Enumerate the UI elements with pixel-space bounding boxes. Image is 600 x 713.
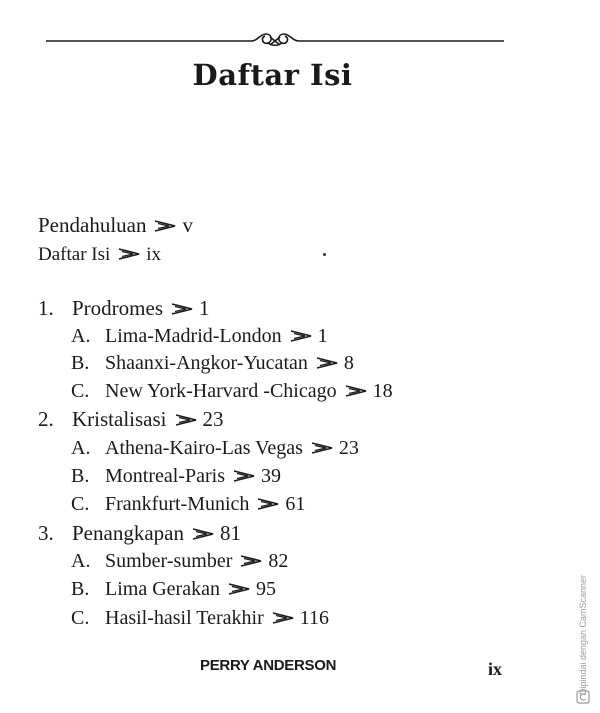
ornament-divider xyxy=(46,28,504,50)
toc-page: 23 xyxy=(202,407,224,431)
arrow-icon xyxy=(233,470,255,482)
toc-section-1c xyxy=(71,381,393,401)
toc-label: Pendahuluan xyxy=(38,213,147,237)
footer-page-number: ix xyxy=(488,659,503,679)
toc-page: ix xyxy=(146,244,162,265)
arrow-icon xyxy=(316,357,338,369)
arrow-icon xyxy=(290,330,312,342)
toc-section-3c xyxy=(71,608,329,628)
section-letter: C. xyxy=(71,493,90,515)
toc-section-2b xyxy=(71,466,281,486)
section-letter: C. xyxy=(71,607,90,629)
toc-page: 81 xyxy=(219,521,241,545)
arrow-icon xyxy=(311,442,333,454)
chapter-number: 3. xyxy=(38,521,54,545)
toc-label: Kristalisasi xyxy=(72,407,167,431)
toc-page: 61 xyxy=(285,493,306,515)
toc-label: Shaanxi-Angkor-Yucatan xyxy=(105,352,308,374)
arrow-icon xyxy=(240,555,262,567)
scanner-watermark xyxy=(574,560,592,710)
toc-page: 39 xyxy=(260,465,281,487)
chapter-number: 1. xyxy=(38,296,54,320)
toc-page: 82 xyxy=(268,550,289,572)
watermark-text: Dipindai dengan CamScanner xyxy=(578,574,588,696)
toc-page: 1 xyxy=(199,296,210,320)
toc-label: Frankfurt-Munich xyxy=(105,493,250,515)
arrow-icon xyxy=(228,583,250,595)
toc-page: 23 xyxy=(338,437,359,459)
toc-page: 18 xyxy=(372,380,393,402)
toc-label: Daftar Isi xyxy=(38,244,111,265)
section-letter: A. xyxy=(71,550,91,572)
speck xyxy=(323,253,326,256)
page-title: Daftar Isi xyxy=(192,58,353,92)
arrow-icon xyxy=(154,220,176,232)
section-letter: A. xyxy=(71,325,91,347)
toc-section-2a xyxy=(71,438,359,458)
toc-chapter-3 xyxy=(38,523,241,544)
arrow-icon xyxy=(175,414,197,426)
flourish-icon xyxy=(251,34,299,45)
toc-page: v xyxy=(182,213,193,237)
toc-label: New York-Harvard -Chicago xyxy=(105,380,337,402)
toc-chapter-1 xyxy=(38,298,210,319)
section-letter: B. xyxy=(71,578,90,600)
toc-label: Athena-Kairo-Las Vegas xyxy=(105,437,303,459)
arrow-icon xyxy=(272,612,294,624)
toc-label: Montreal-Paris xyxy=(105,465,225,487)
toc-label: Hasil-hasil Terakhir xyxy=(105,607,264,629)
section-letter: A. xyxy=(71,437,91,459)
section-letter: C. xyxy=(71,380,90,402)
toc-label: Lima-Madrid-London xyxy=(105,325,282,347)
section-letter: B. xyxy=(71,352,90,374)
toc-entry-pendahuluan xyxy=(38,215,193,236)
arrow-icon xyxy=(345,385,367,397)
toc-chapter-2 xyxy=(38,409,224,430)
toc-label: Sumber-sumber xyxy=(105,550,233,572)
arrow-icon xyxy=(192,528,214,540)
footer-author: PERRY ANDERSON xyxy=(200,657,337,674)
toc-page: 95 xyxy=(255,578,276,600)
toc-section-1b xyxy=(71,353,354,373)
arrow-icon xyxy=(171,303,193,315)
toc-label: Penangkapan xyxy=(72,521,184,545)
toc-entry-daftar-isi xyxy=(38,245,161,264)
arrow-icon xyxy=(257,498,279,510)
chapter-number: 2. xyxy=(38,407,54,431)
toc-page: 1 xyxy=(317,325,328,347)
camscanner-icon xyxy=(576,690,590,704)
section-letter: B. xyxy=(71,465,90,487)
toc-section-1a xyxy=(71,326,328,346)
toc-section-2c xyxy=(71,494,305,514)
toc-page: 116 xyxy=(299,607,330,629)
arrow-icon xyxy=(118,248,140,260)
toc-section-3a xyxy=(71,551,288,571)
toc-section-3b xyxy=(71,579,276,599)
toc-label: Lima Gerakan xyxy=(105,578,220,600)
toc-page: 8 xyxy=(343,352,354,374)
toc-label: Prodromes xyxy=(72,296,163,320)
